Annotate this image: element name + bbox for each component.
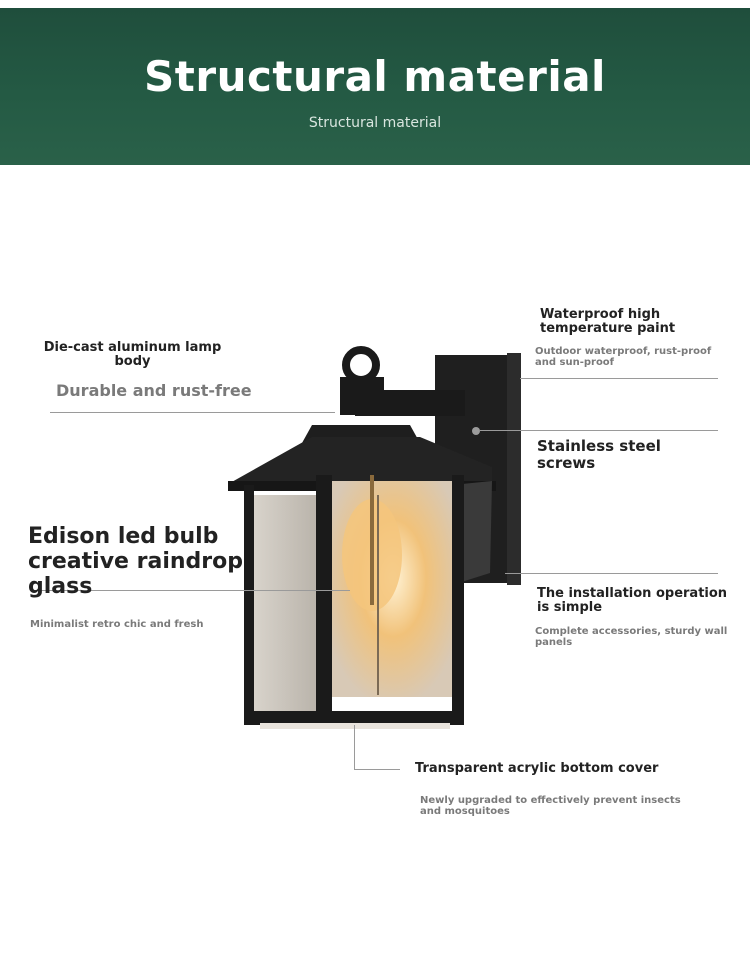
paint-title: Waterproof high temperature paint — [540, 307, 676, 336]
cover-desc: Newly upgraded to effectively prevent insects and mosquitoes — [420, 795, 681, 817]
leader-install — [505, 573, 718, 574]
bulb-desc: Minimalist retro chic and fresh — [30, 619, 204, 630]
cover-title: Transparent acrylic bottom cover — [415, 761, 659, 776]
leader-cover-h — [354, 769, 400, 770]
left-glass-panel — [252, 495, 318, 713]
leader-screws — [480, 430, 718, 431]
leader-body — [50, 412, 335, 413]
leader-paint — [520, 378, 718, 379]
screws-title: Stainless steel screws — [537, 437, 661, 472]
paint-desc: Outdoor waterproof, rust-proof and sun-proof — [535, 346, 712, 368]
leader-cover-v — [354, 725, 355, 770]
lamp-base — [244, 711, 464, 725]
install-desc: Complete accessories, sturdy wall panels — [535, 626, 728, 648]
header-banner — [0, 8, 750, 165]
bottom-cover — [260, 723, 450, 729]
bulb-title: Edison led bulb creative raindrop glass — [28, 524, 243, 599]
body-desc: Durable and rust-free — [56, 381, 252, 400]
page-title: Structural material — [144, 52, 606, 101]
body-title: Die-cast aluminum lamp body — [43, 340, 222, 369]
install-title: The installation operation is simple — [537, 586, 728, 615]
hook-ring — [346, 350, 376, 380]
screw — [472, 427, 480, 435]
page-subtitle: Structural material — [308, 115, 442, 131]
